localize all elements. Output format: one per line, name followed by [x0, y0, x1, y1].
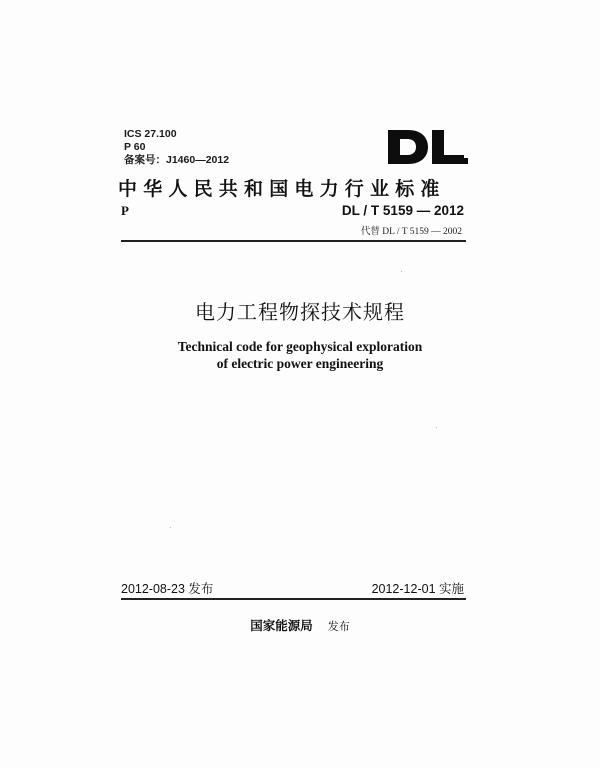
bottom-divider: [121, 598, 466, 600]
publisher-action: 发布: [327, 620, 350, 633]
classification-code: P 60: [124, 141, 146, 153]
title-en-line-1: Technical code for geophysical exploration: [177, 339, 423, 354]
standard-number: DL / T 5159 — 2012: [341, 203, 464, 218]
header-meta: [124, 128, 229, 167]
scan-speck: [401, 271, 402, 272]
title-en-line-2: of electric power engineering: [216, 356, 384, 371]
ics-code: ICS 27.100: [124, 128, 177, 140]
standard-title: 中华人民共和国电力行业标准: [118, 178, 446, 200]
document-title-cn: 电力工程物探技术规程: [195, 300, 405, 324]
publisher: [0, 615, 600, 634]
top-divider: [121, 240, 466, 242]
document-title-en: [0, 338, 600, 372]
implementation-date: 2012-12-01 实施: [371, 582, 464, 596]
scan-speck: [170, 527, 171, 528]
filing-number: 备案号：J1460—2012: [124, 154, 230, 166]
category-letter: P: [121, 203, 129, 218]
issue-date: 2012-08-23 发布: [121, 582, 214, 596]
scan-speck: [436, 427, 437, 428]
dl-logo: [386, 128, 470, 166]
replaces-standard: 代替 DL / T 5159 — 2002: [360, 227, 462, 237]
publisher-organization: 国家能源局: [250, 618, 313, 633]
